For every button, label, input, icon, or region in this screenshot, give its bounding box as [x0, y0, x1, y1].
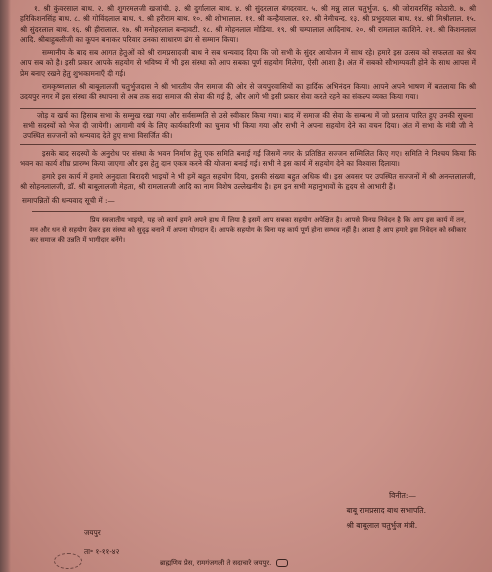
divider-line — [32, 211, 464, 212]
printer-mark-icon — [276, 559, 288, 567]
printer-footer — [160, 558, 288, 567]
signature-lead: विनीत:— — [389, 491, 416, 500]
paragraph-2: रामकृष्णलाल श्री बाबूलालजी चतुर्भुजदास ने श्री भारतीय जैन समाज की ओर से जयपुरवासियों का हार्दिक अभिनंदन किया। आपने अपने भाषण में बतलाया कि श्री उदयपुर नगर मेंं इस संस्था की स्थापना से अब तक सदा समाज की सेवा की गई है, और आगे भी इसी प्रकार सेवा करते रहने का संकल्प व्यक्त किया गया। — [20, 82, 476, 102]
summary-line: समापन्नितों की धन्यवाद सूची में :— — [22, 195, 115, 205]
place-text: जयपुर — [84, 528, 101, 537]
place-date-block — [84, 523, 119, 561]
intro-paragraph: १. श्री कुंवरसाल बाथ. २. श्री शुगरमलजी खजांची. ३. श्री दुर्गालाल बाथ. ४. श्री सुंदरलाल बंगदरवार. ५. श्री मन्नु लाल चतुर्भुज. ६. श्री जोरावरसिंह कोठारी. ७. श्री हरिकिशनसिंह बाथ. ८. श्री गोविंदलाल बाथ. ९. श्री हरीराम बाथ. १०. श्री शोभालाल. ११. श्री कन्हैयालाल. १२. श्री नेमीचन्द. १३. श्री प्रभुदयाल बाथ. १४. श्री मिश्रीलाल. १५. श्री सुंदरलाल बाथ. १६. श्री हीरालाल. १७. श्री मनोहरलाल बन्दावटी. १८. श्री मोहनलाल मोडिया. १९. श्री चम्पालाल आदिनाथ. २०. श्री रामलाल काशिने. २१. श्री किशनलाल आदि. श्रीबाहुबलीजी का कूपन बनाकर परिवार उनका साधारण ढंग से सम्मान किया। — [20, 4, 476, 44]
ink-stamp-mark — [54, 553, 82, 569]
paragraph-1: सम्मानीय के बाद सब आगत हेतुओं को श्री रामप्रसादजी बाथ ने सब धन्यवाद दिया कि जो सभी के सुंदर आयोजन में साथ रहे। हमारे इस उत्सव को सफलता का श्रेय आप सब को है। इसी प्रकार आपके सहयोग से भविष्य में भी इस संस्था को आप सबका पूर्ण सहयोग मिलेगा, ऐसी आशा है। अंत में सबको सौभाग्यवती होने के साथ आपस में प्रेम बनाए रखने हेतु शुभकामनाएँ दी गई। — [20, 48, 476, 78]
signature-block — [346, 488, 426, 533]
paragraph-3: इसके बाद सदस्यों के अनुरोध पर संस्था के भवन निर्माण हेतु एक समिति बनाई गई जिसमें नगर के प्रतिष्ठित सज्जन सम्मिलित किए गए। समिति ने निश्चय किया कि भवन का कार्य शीघ्र प्रारम्भ किया जाएगा और इस हेतु दान एकत्र करने की योजना बनाई गई। सभी ने इस कार्य में सहयोग देने का विश्वास दिलाया। — [20, 148, 476, 168]
request-paragraph: प्रिय स्वजातीय भाइयो, यह जो कार्य हमने अपने हाथ में लिया है इसमें आप सबका सहयोग अपेक्षित है। आपसे विनम्र निवेदन है कि आप इस कार्य में तन, मन और धन से सहयोग देकर इस संस्था को सुदृढ़ बनाने में अपना योगदान दें। आपके सहयोग के बिना यह कार्य पूर्ण होना सम्भव नहीं है। आशा है आप हमारे इस निवेदन को स्वीकार कर समाज की उन्नति में भागीदार बनेंगे। — [30, 216, 466, 245]
paragraph-4: हमारे इस कार्य में हमारे अनुदाता बिरादरी भाइयों ने भी हमें बहुत सहयोग दिया, इसकी संख्या बहुत अधिक थी। इस अवसर पर उपस्थित सज्जनों में श्री अनन्तलालजी, श्री सोहनलालजी, डॉ. श्री बाबूलालजी मेहता, श्री रामलालजी आदि का नाम विशेष उल्लेखनीय है। हम इन सभी महानुभावों के हृदय से आभारी हैं। — [20, 172, 476, 192]
hall-notice-box — [20, 108, 476, 145]
date-text: ता॰ १-११-४२ — [84, 547, 120, 556]
printer-footer-text: ब्राह्मणिय प्रेस, रामगंजगली ते सदाचारे जयपुर. — [160, 559, 272, 567]
signature-name-2: श्री बाबूलाल चतुर्भुज मंत्री. — [346, 521, 418, 530]
page-edge-shadow — [0, 0, 11, 572]
signature-name-1: बाबू रामप्रसाद बाथ सभापति. — [346, 506, 426, 515]
hall-notice-text: जोड़ व खर्च का हिसाब सभा के सम्मुख रखा गया और सर्वसम्मति से उसे स्वीकार किया गया। बाद में समाज की सेवा के सम्बन्ध में जो प्रस्ताव पारित हुए उनकी सूचना सभी सदस्यों को भेज दी जायेगी। आगामी वर्ष के लिए कार्यकारिणी का चुनाव भी किया गया और सभी ने अपना सहयोग देने का वचन दिया। अंत में सभा के मंत्री जी ने उपस्थित सज्जनों को धन्यवाद देते हुए सभा विसर्जित की। — [23, 110, 473, 141]
